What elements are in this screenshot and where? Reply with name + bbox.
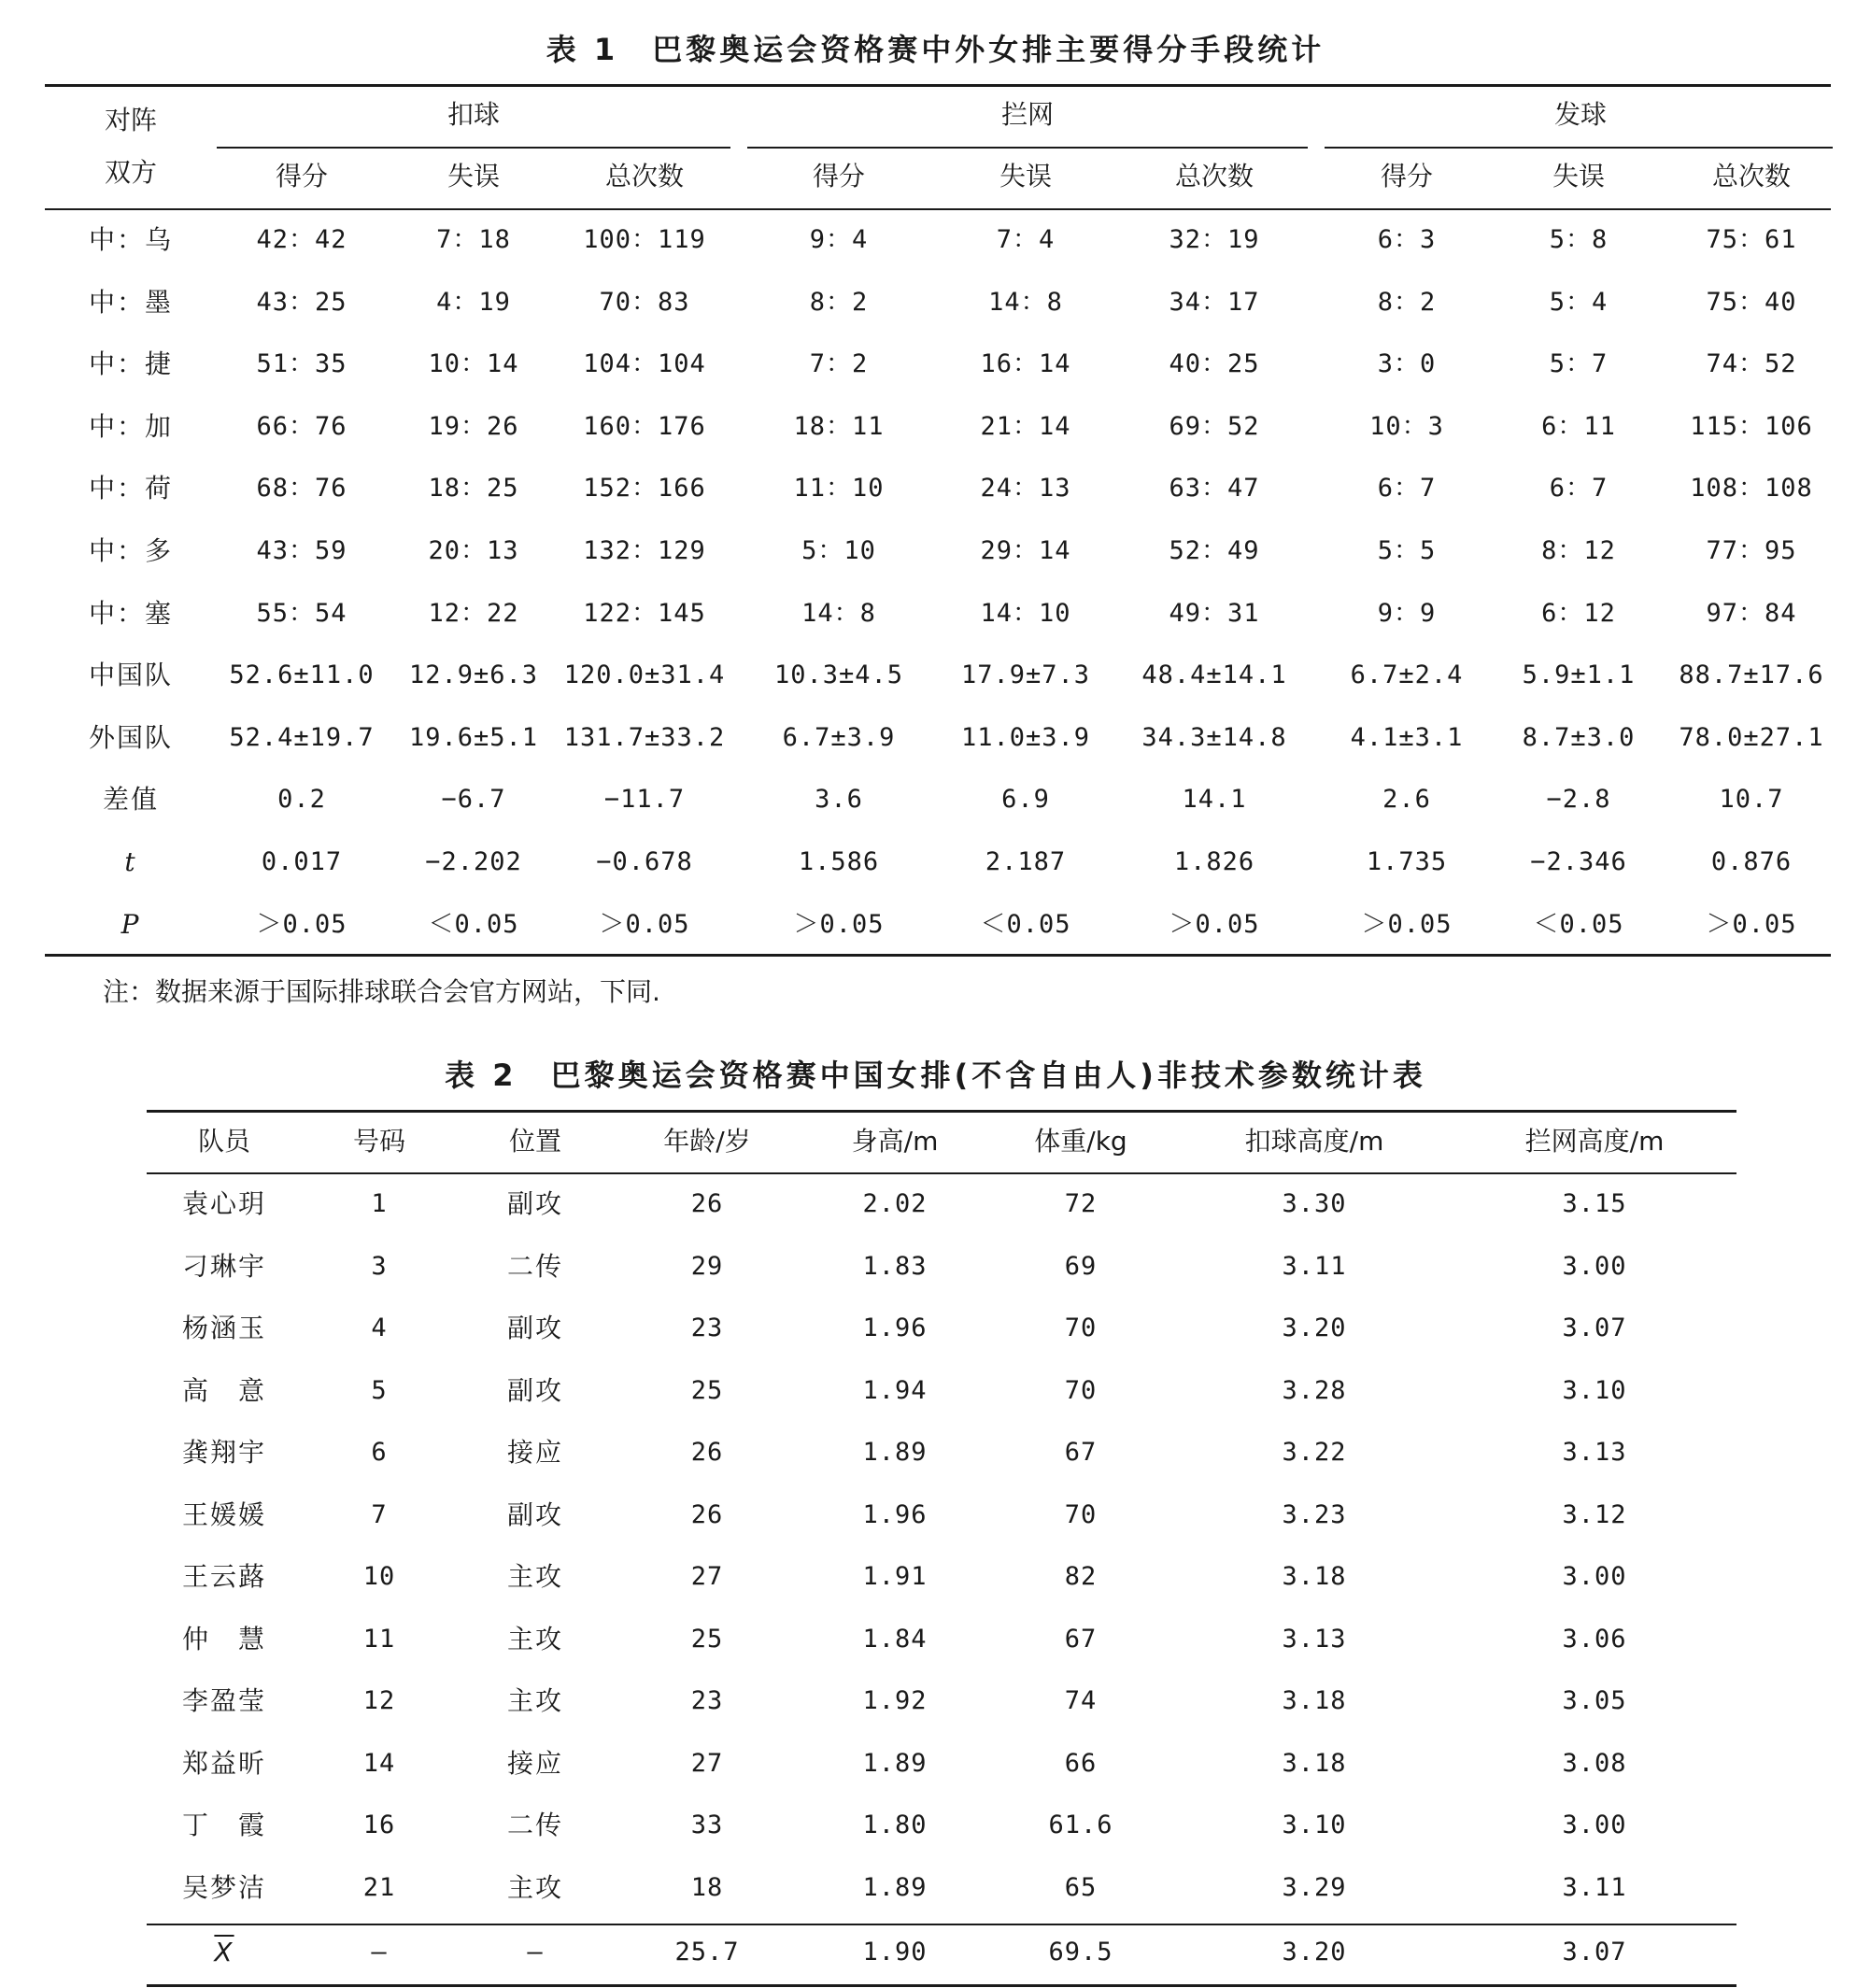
table2-caption-text: 巴黎奥运会资格赛中国女排(不含自由人)非技术参数统计表: [550, 1058, 1426, 1093]
table1-row-header-line2: 双方: [104, 157, 158, 188]
table2-cell: 3.05: [1562, 1686, 1627, 1715]
table2-cell: 26: [690, 1189, 724, 1218]
table1-cell: ＜0.05: [1533, 910, 1624, 939]
table1-cell: 9：9: [1377, 599, 1437, 628]
table2-mean-cell: —: [371, 1938, 388, 1967]
table2-cell: 副攻: [506, 1375, 564, 1406]
table1-cell: 63：47: [1169, 474, 1260, 503]
table1-cell: 51：35: [256, 349, 347, 378]
table2-player-name: 丁 霞: [181, 1810, 267, 1840]
table2-player-name: 仲 慧: [181, 1624, 267, 1654]
table1-cell: 21：14: [980, 412, 1071, 441]
table2-mean-rule: [147, 1924, 1736, 1925]
table1-cell: −2.8: [1546, 785, 1611, 814]
table1-cell: ＞0.05: [793, 910, 885, 939]
table2-cell: 67: [1064, 1438, 1098, 1467]
table1-column-header: 得分: [812, 161, 866, 192]
table2-cell: 67: [1064, 1625, 1098, 1654]
table1-cell: 9：4: [809, 225, 869, 254]
table1-cell: 70：83: [599, 288, 690, 317]
table2-cell: 82: [1064, 1562, 1098, 1591]
table1-row-label: 中：塞: [88, 598, 174, 629]
table1-cell: 55：54: [256, 599, 347, 628]
table2-cell: 3.29: [1282, 1873, 1347, 1902]
table2-player-name: 高 意: [181, 1375, 267, 1406]
table2-mean-cell: 3.20: [1282, 1938, 1347, 1967]
table1-row-label: 中：荷: [88, 473, 174, 504]
table1-cell: 34：17: [1169, 288, 1260, 317]
table1-cell: 0.876: [1710, 847, 1793, 876]
table1-column-header: 失误: [1552, 161, 1606, 192]
table1-row-label: 中：多: [88, 535, 174, 566]
table1-cell: −11.7: [603, 785, 686, 814]
table1-cell: −2.202: [425, 847, 522, 876]
table1-cell: 5：8: [1549, 225, 1609, 254]
table2-column-header: 位置: [508, 1126, 562, 1157]
table1-cell: 6：7: [1549, 474, 1609, 503]
table1-cell: 43：59: [256, 536, 347, 565]
table2-cell: 25: [690, 1625, 724, 1654]
table2-cell: 1.83: [862, 1252, 928, 1281]
table1-column-header: 得分: [275, 161, 329, 192]
table1-cell: 100：119: [583, 225, 706, 254]
table2-cell: 1.94: [862, 1376, 928, 1405]
table1-note: 注：数据来源于国际排球联合会官方网站，下同.: [103, 976, 660, 1007]
table1-cell: 19：26: [428, 412, 519, 441]
table2-cell: 3.15: [1562, 1189, 1627, 1218]
table2-cell: 3.23: [1282, 1500, 1347, 1529]
table1-cell: 42：42: [256, 225, 347, 254]
table2-cell: 23: [690, 1686, 724, 1715]
table2-cell: 二传: [506, 1810, 564, 1840]
table1-row-label: 中：墨: [88, 287, 174, 318]
table1-cell: ＞0.05: [1361, 910, 1453, 939]
table1-cell: 104：104: [583, 349, 706, 378]
table1-group-header: 扣球: [446, 99, 501, 130]
table1-group-header: 发球: [1553, 99, 1608, 130]
table2-column-header: 拦网高度/m: [1524, 1126, 1665, 1157]
table1-cell: 6.7±3.9: [782, 723, 896, 752]
table1-cell: 1.586: [798, 847, 880, 876]
table2-cell: 3.18: [1282, 1686, 1347, 1715]
table2-cell: 1.84: [862, 1625, 928, 1654]
table2-cell: 10: [362, 1562, 396, 1591]
table2-cell: 66: [1064, 1749, 1098, 1778]
table2-cell: 3.10: [1282, 1810, 1347, 1839]
table2-cell: 1.89: [862, 1873, 928, 1902]
table1-column-header: 得分: [1380, 161, 1434, 192]
table2-cell: 27: [690, 1749, 724, 1778]
table1-column-header: 总次数: [1174, 161, 1254, 192]
table2-cell: 3.22: [1282, 1438, 1347, 1467]
table1-cell: 14：10: [980, 599, 1071, 628]
table1-cell: 69：52: [1169, 412, 1260, 441]
table1-cell: 17.9±7.3: [960, 660, 1091, 689]
table1-caption: [0, 26, 1871, 69]
table2-cell: 1.89: [862, 1438, 928, 1467]
table2-cell: 25: [690, 1376, 724, 1405]
table2-cell: 1.96: [862, 1314, 928, 1342]
table1-cell: 8：2: [809, 288, 869, 317]
table2-mean-cell: 3.07: [1562, 1938, 1627, 1967]
table1-cell: 14.1: [1182, 785, 1247, 814]
table2-player-name: 杨涵玉: [181, 1313, 267, 1343]
table1-cell: 0.017: [261, 847, 343, 876]
table2-cell: 3.11: [1562, 1873, 1627, 1902]
table1-cell: 29：14: [980, 536, 1071, 565]
table2-cell: 3.13: [1282, 1625, 1347, 1654]
table2-player-name: 李盈莹: [181, 1685, 267, 1716]
table1-cell: ＜0.05: [428, 910, 519, 939]
table1-header-rule: [45, 208, 1831, 210]
table1-cell: 6：7: [1377, 474, 1437, 503]
table1-cell: 122：145: [583, 599, 706, 628]
table2-cell: 3.00: [1562, 1252, 1627, 1281]
table1-cell: 6.9: [1001, 785, 1050, 814]
table2-header-rule: [147, 1172, 1736, 1174]
table1-cell: 88.7±17.6: [1679, 660, 1824, 689]
table2-cell: 接应: [506, 1437, 564, 1468]
table1-cell: 131.7±33.2: [563, 723, 726, 752]
table1-cell: 6.7±2.4: [1350, 660, 1464, 689]
table2-cell: 33: [690, 1810, 724, 1839]
table2-column-header: 队员: [197, 1126, 251, 1157]
table1-cell: 14：8: [801, 599, 876, 628]
table2-player-name: 王媛媛: [181, 1499, 267, 1530]
table2-cell: 1.96: [862, 1500, 928, 1529]
table1-group-header: 拦网: [1000, 99, 1055, 130]
table1-cell: 77：95: [1706, 536, 1797, 565]
table1-cell: 115：106: [1690, 412, 1813, 441]
table2-mean-cell: 1.90: [862, 1938, 928, 1967]
table1-cell: 78.0±27.1: [1679, 723, 1824, 752]
table2-cell: 3.00: [1562, 1810, 1627, 1839]
table1-cell: 7：2: [809, 349, 869, 378]
table1-row-label: 中：加: [88, 411, 174, 442]
table2-cell: 接应: [506, 1748, 564, 1779]
table1-row-label: t: [124, 846, 137, 877]
table1-cell: 3.6: [815, 785, 863, 814]
table1-cell: 12：22: [428, 599, 519, 628]
table2-cell: 1: [371, 1189, 388, 1218]
table1-row-label: P: [120, 909, 141, 940]
table2-cell: 18: [690, 1873, 724, 1902]
table2-player-name: 郑益昕: [181, 1748, 267, 1779]
table1-cell: 75：40: [1706, 288, 1797, 317]
table2-cell: 副攻: [506, 1313, 564, 1343]
table1-cell: 19.6±5.1: [408, 723, 539, 752]
table1-cell: ＜0.05: [980, 910, 1071, 939]
table2-column-header: 号码: [352, 1126, 406, 1157]
table1-cell: ＞0.05: [1169, 910, 1260, 939]
table1-row-label: 中：乌: [88, 224, 174, 255]
table2-cell: 70: [1064, 1314, 1098, 1342]
table2-cell: 主攻: [506, 1561, 564, 1592]
table2-cell: 14: [362, 1749, 396, 1778]
table2-player-name: 吴梦洁: [181, 1872, 267, 1903]
table1-cell: 52.4±19.7: [229, 723, 375, 752]
table2-cell: 主攻: [506, 1685, 564, 1716]
table2-cell: 副攻: [506, 1499, 564, 1530]
table2-cell: 1.89: [862, 1749, 928, 1778]
table2-cell: 65: [1064, 1873, 1098, 1902]
table1-cell: ＞0.05: [599, 910, 690, 939]
table1-cell: 6：11: [1541, 412, 1616, 441]
table1-cell: 10：14: [428, 349, 519, 378]
table1-cell: 34.3±14.8: [1141, 723, 1287, 752]
table2-player-name: 袁心玥: [181, 1188, 267, 1219]
table1-cell: 160：176: [583, 412, 706, 441]
table1-cell: 108：108: [1690, 474, 1813, 503]
table2-cell: 3.12: [1562, 1500, 1627, 1529]
table1-cell: 11：10: [793, 474, 885, 503]
table1-cell: 5：7: [1549, 349, 1609, 378]
table1-cell: 52：49: [1169, 536, 1260, 565]
table2-column-header: 身高/m: [851, 1126, 939, 1157]
table2-column-header: 扣球高度/m: [1244, 1126, 1384, 1157]
table2-cell: 70: [1064, 1500, 1098, 1529]
table1-cell: ＞0.05: [256, 910, 347, 939]
table1-row-label: 中国队: [88, 660, 174, 690]
table2-caption: [0, 1052, 1871, 1095]
table1-group-rule: [747, 147, 1308, 149]
table1-column-header: 总次数: [604, 161, 685, 192]
table1-cell: 40：25: [1169, 349, 1260, 378]
table1-column-header: 失误: [999, 161, 1053, 192]
table2-cell: 1.92: [862, 1686, 928, 1715]
table1-cell: 6：3: [1377, 225, 1437, 254]
table2-mean-cell: 25.7: [674, 1938, 740, 1967]
table1-cell: 10：3: [1369, 412, 1444, 441]
table2-player-name: 刁琳宇: [181, 1251, 267, 1282]
table2-cell: 5: [371, 1376, 388, 1405]
table1-cell: 4.1±3.1: [1350, 723, 1464, 752]
table2-top-rule: [147, 1110, 1736, 1113]
table1-cell: 5：4: [1549, 288, 1609, 317]
table2-cell: 16: [362, 1810, 396, 1839]
table1-cell: 4：19: [436, 288, 511, 317]
table1-cell: 49：31: [1169, 599, 1260, 628]
table1-cell: −2.346: [1530, 847, 1627, 876]
table1-cell: 5：10: [801, 536, 876, 565]
table2-cell: 74: [1064, 1686, 1098, 1715]
table1-cell: 18：11: [793, 412, 885, 441]
table2-cell: 3.06: [1562, 1625, 1627, 1654]
table1-row-label: 中：捷: [88, 348, 174, 379]
table1-column-header: 总次数: [1711, 161, 1792, 192]
table2-cell: 2.02: [862, 1189, 928, 1218]
table1-cell: 120.0±31.4: [563, 660, 726, 689]
table2-caption-number: 表 2: [445, 1058, 517, 1093]
table2-cell: 12: [362, 1686, 396, 1715]
table2-cell: 3.18: [1282, 1562, 1347, 1591]
table1-cell: 1.826: [1173, 847, 1255, 876]
table1-cell: 66：76: [256, 412, 347, 441]
table1-row-label: 外国队: [88, 722, 174, 753]
table1-cell: 10.7: [1719, 785, 1784, 814]
table1-column-header: 失误: [446, 161, 501, 192]
table2-player-name: 龚翔宇: [181, 1437, 267, 1468]
table2-cell: 72: [1064, 1189, 1098, 1218]
table2-cell: 7: [371, 1500, 388, 1529]
table1-caption-number: 表 1: [546, 32, 619, 67]
table2-cell: 6: [371, 1438, 388, 1467]
table1-cell: 16：14: [980, 349, 1071, 378]
table2-cell: 11: [362, 1625, 396, 1654]
table1-cell: 8：12: [1541, 536, 1616, 565]
table2-cell: 二传: [506, 1251, 564, 1282]
table1-cell: 8.7±3.0: [1522, 723, 1636, 752]
table1-cell: 68：76: [256, 474, 347, 503]
table1-cell: 152：166: [583, 474, 706, 503]
table1-cell: 7：18: [436, 225, 511, 254]
table1-top-rule: [45, 84, 1831, 87]
table2-cell: 27: [690, 1562, 724, 1591]
table1-cell: 5.9±1.1: [1522, 660, 1636, 689]
table2-cell: 3.18: [1282, 1749, 1347, 1778]
table1-cell: 11.0±3.9: [960, 723, 1091, 752]
table1-cell: 75：61: [1706, 225, 1797, 254]
table1-cell: 10.3±4.5: [773, 660, 904, 689]
table1-group-rule: [217, 147, 730, 149]
table2-cell: 1.91: [862, 1562, 928, 1591]
table1-row-header-line1: 对阵: [104, 105, 158, 135]
table2-cell: 副攻: [506, 1188, 564, 1219]
table2-mean-cell: 69.5: [1048, 1938, 1113, 1967]
table2-mean-cell: —: [527, 1938, 544, 1967]
table1-cell: −6.7: [441, 785, 506, 814]
table2-cell: 29: [690, 1252, 724, 1281]
table2-cell: 21: [362, 1873, 396, 1902]
table1-cell: 2.6: [1382, 785, 1431, 814]
table1-cell: 6：12: [1541, 599, 1616, 628]
table1-cell: 132：129: [583, 536, 706, 565]
table1-cell: 32：19: [1169, 225, 1260, 254]
table2-cell: 70: [1064, 1376, 1098, 1405]
table2-cell: 3.07: [1562, 1314, 1627, 1342]
table1-cell: 0.2: [277, 785, 326, 814]
table2-column-header: 年龄/岁: [663, 1126, 751, 1157]
table2-player-name: 王云蕗: [181, 1561, 267, 1592]
table2-bottom-rule: [147, 1984, 1736, 1987]
table1-row-label: 差值: [102, 784, 160, 815]
table2-cell: 3.10: [1562, 1376, 1627, 1405]
table1-group-rule: [1325, 147, 1833, 149]
table2-column-header: 体重/kg: [1034, 1126, 1127, 1157]
table2-cell: 主攻: [506, 1624, 564, 1654]
table1-caption-text: 巴黎奥运会资格赛中外女排主要得分手段统计: [652, 32, 1325, 67]
table1-cell: 52.6±11.0: [229, 660, 375, 689]
table2-cell: 1.80: [862, 1810, 928, 1839]
table2-cell: 主攻: [506, 1872, 564, 1903]
table1-cell: 8：2: [1377, 288, 1437, 317]
table1-cell: 74：52: [1706, 349, 1797, 378]
table2-cell: 3.28: [1282, 1376, 1347, 1405]
table1-cell: 3：0: [1377, 349, 1437, 378]
table1-cell: 2.187: [985, 847, 1067, 876]
table2-cell: 61.6: [1048, 1810, 1113, 1839]
table1-cell: 1.735: [1366, 847, 1448, 876]
table1-cell: −0.678: [596, 847, 693, 876]
table2-cell: 26: [690, 1438, 724, 1467]
table1-cell: 43：25: [256, 288, 347, 317]
table1-cell: 18：25: [428, 474, 519, 503]
table1-cell: 20：13: [428, 536, 519, 565]
table2-cell: 3.00: [1562, 1562, 1627, 1591]
table2-cell: 23: [690, 1314, 724, 1342]
table1-cell: 48.4±14.1: [1141, 660, 1287, 689]
table2-cell: 3.30: [1282, 1189, 1347, 1218]
table1-cell: ＞0.05: [1706, 910, 1797, 939]
table2-cell: 4: [371, 1314, 388, 1342]
table1-cell: 14：8: [988, 288, 1063, 317]
table1-bottom-rule: [45, 954, 1831, 957]
table2-cell: 69: [1064, 1252, 1098, 1281]
table1-cell: 7：4: [996, 225, 1056, 254]
table1-cell: 97：84: [1706, 599, 1797, 628]
table1-cell: 12.9±6.3: [408, 660, 539, 689]
table2-cell: 3.13: [1562, 1438, 1627, 1467]
table2-cell: 3.08: [1562, 1749, 1627, 1778]
table2-cell: 26: [690, 1500, 724, 1529]
table1-cell: 5：5: [1377, 536, 1437, 565]
table2-cell: 3.20: [1282, 1314, 1347, 1342]
table2-cell: 3.11: [1282, 1252, 1347, 1281]
table2-cell: 3: [371, 1252, 388, 1281]
table1-cell: 24：13: [980, 474, 1071, 503]
table2-mean-label: $\overline{X}$: [214, 1937, 234, 1967]
